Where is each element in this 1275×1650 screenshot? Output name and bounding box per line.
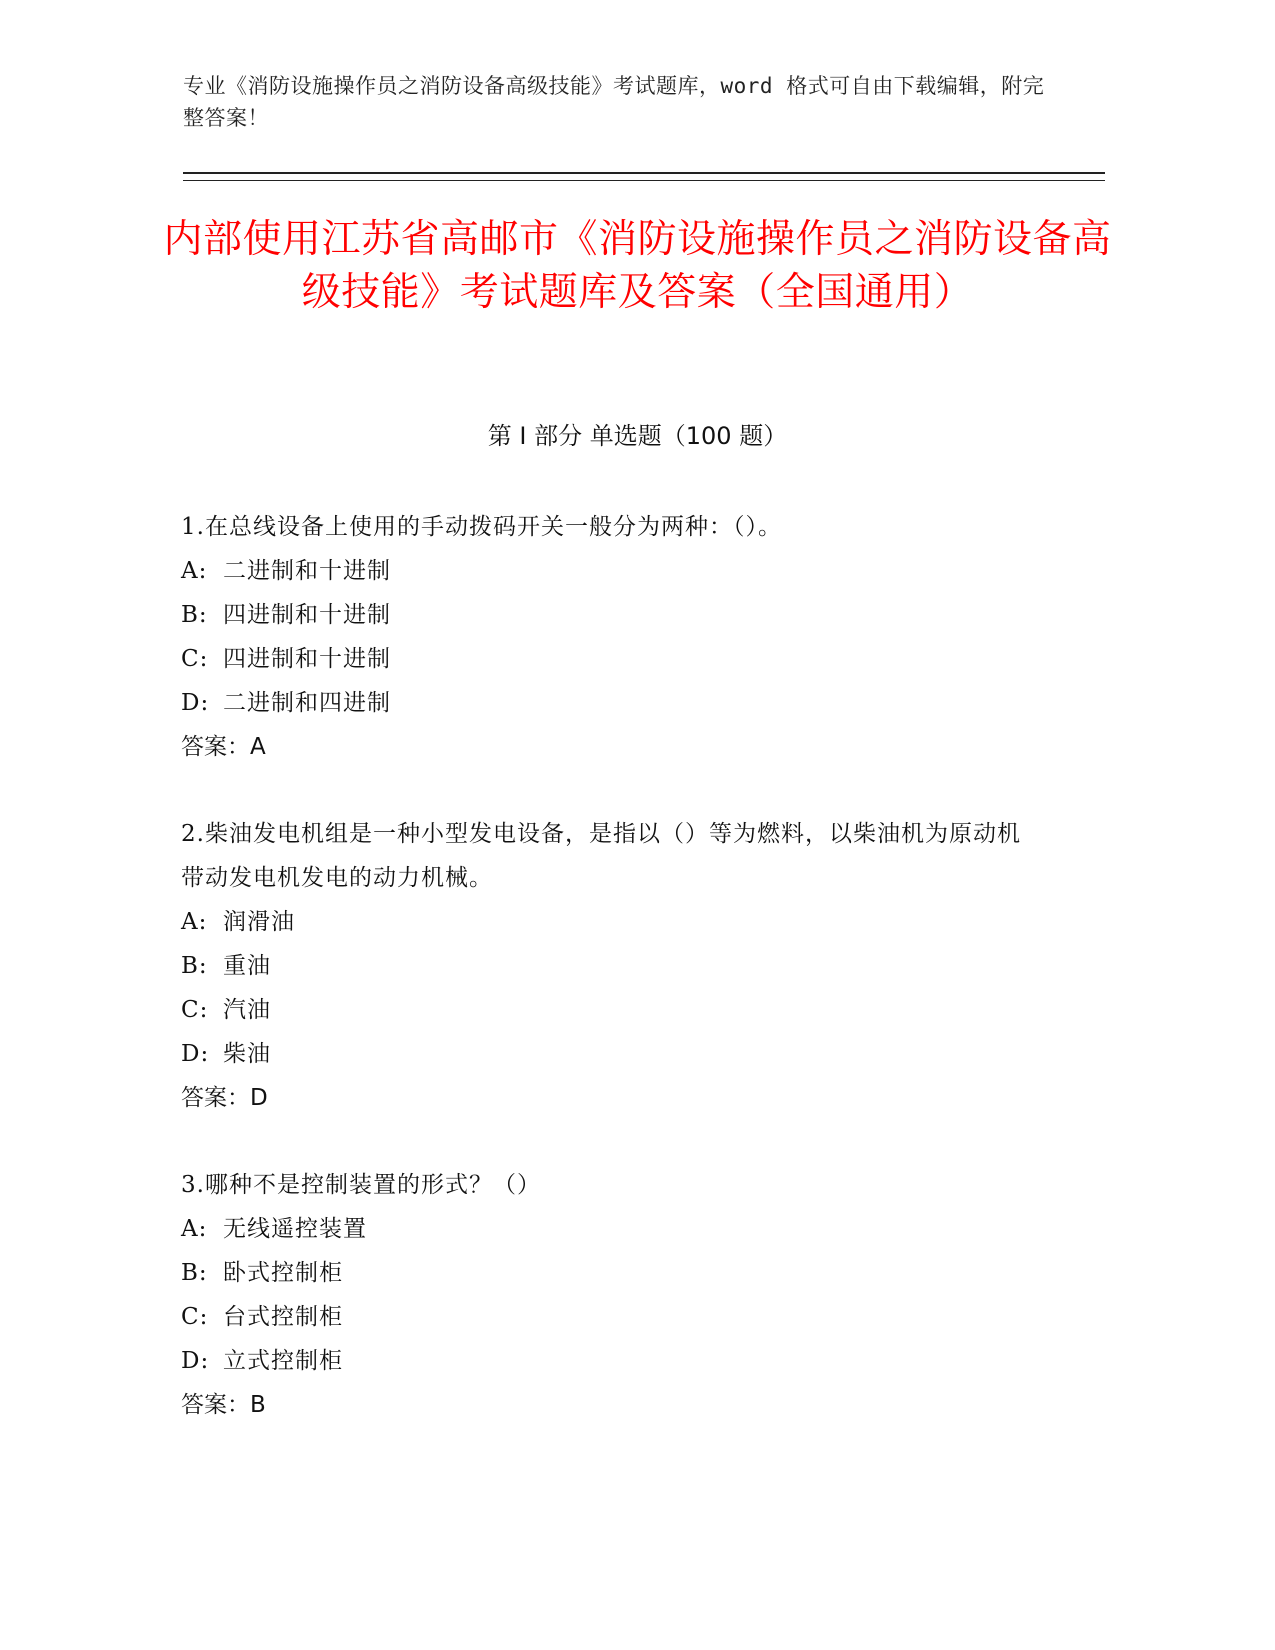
option-b xyxy=(181,944,1041,988)
option-key: A: xyxy=(181,1216,208,1242)
option-text: 卧式控制柜 xyxy=(223,1260,343,1286)
option-a xyxy=(181,1207,1041,1251)
option-text: 立式控制柜 xyxy=(223,1348,343,1374)
question-list xyxy=(181,505,1041,1470)
option-text: 二进制和十进制 xyxy=(223,558,391,584)
question-item xyxy=(181,812,1041,1120)
option-key: B: xyxy=(181,602,208,628)
question-stem: 1.在总线设备上使用的手动拨码开关一般分为两种：（）。 xyxy=(181,514,782,540)
option-key: D: xyxy=(181,690,210,716)
option-d xyxy=(181,1339,1041,1383)
option-key: A: xyxy=(181,909,208,935)
option-c xyxy=(181,637,1041,681)
question-stem: 3.哪种不是控制装置的形式？（） xyxy=(181,1172,541,1198)
option-a xyxy=(181,900,1041,944)
option-a xyxy=(181,549,1041,593)
option-key: C: xyxy=(181,646,209,672)
option-text: 润滑油 xyxy=(223,909,295,935)
option-text: 汽油 xyxy=(223,997,271,1023)
option-key: A: xyxy=(181,558,208,584)
header-divider-thin xyxy=(183,180,1105,181)
option-key: B: xyxy=(181,1260,208,1286)
option-b xyxy=(181,593,1041,637)
header-divider-thick xyxy=(183,172,1105,174)
option-key: C: xyxy=(181,1304,209,1330)
option-text: 四进制和十进制 xyxy=(223,602,391,628)
option-text: 四进制和十进制 xyxy=(223,646,391,672)
option-key: D: xyxy=(181,1348,210,1374)
question-stem: 2.柴油发电机组是一种小型发电设备，是指以（）等为燃料，以柴油机为原动机带动发电机发电的动力机械。 xyxy=(181,821,1021,891)
option-d xyxy=(181,681,1041,725)
option-b xyxy=(181,1251,1041,1295)
answer-line: 答案：A xyxy=(181,734,266,760)
option-key: B: xyxy=(181,953,208,979)
option-text: 柴油 xyxy=(223,1041,271,1067)
question-item xyxy=(181,505,1041,769)
option-d xyxy=(181,1032,1041,1076)
option-key: D: xyxy=(181,1041,210,1067)
question-item xyxy=(181,1163,1041,1427)
answer-line: 答案：B xyxy=(181,1392,266,1418)
option-text: 二进制和四进制 xyxy=(223,690,391,716)
document-title: 内部使用江苏省高邮市《消防设施操作员之消防设备高级技能》考试题库及答案（全国通用） xyxy=(163,217,1112,315)
option-text: 台式控制柜 xyxy=(223,1304,343,1330)
option-c xyxy=(181,988,1041,1032)
answer-line: 答案：D xyxy=(181,1085,268,1111)
option-text: 无线遥控装置 xyxy=(223,1216,367,1242)
option-text: 重油 xyxy=(223,953,271,979)
header-note: 专业《消防设施操作员之消防设备高级技能》考试题库，word 格式可自由下载编辑，附完整答案！ xyxy=(183,74,1045,130)
section-heading: 第 I 部分 单选题（100 题） xyxy=(487,422,788,450)
option-c xyxy=(181,1295,1041,1339)
option-key: C: xyxy=(181,997,209,1023)
